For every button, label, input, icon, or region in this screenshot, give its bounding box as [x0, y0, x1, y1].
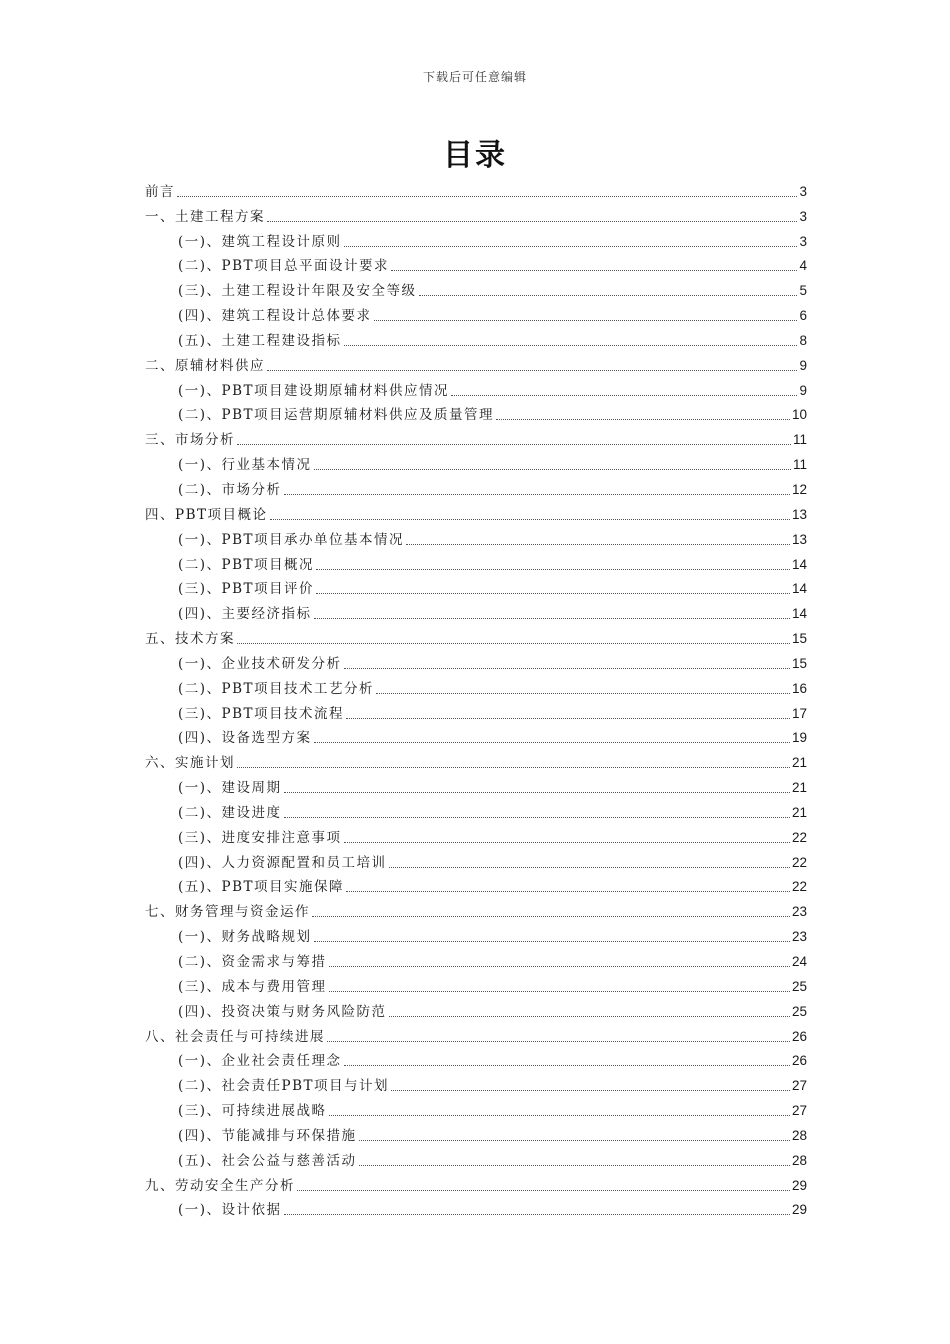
toc-entry[interactable]	[145, 474, 807, 499]
toc-entry-label: 五、技术方案	[145, 631, 235, 648]
toc-entry-label: 前言	[145, 183, 175, 200]
toc-entry[interactable]	[145, 772, 807, 797]
toc-entry[interactable]	[145, 176, 807, 201]
toc-entry-page: 3	[799, 233, 807, 249]
toc-entry[interactable]	[145, 921, 807, 946]
toc-entry[interactable]	[145, 549, 807, 574]
toc-entry-page: 29	[791, 1177, 807, 1193]
toc-leader-dots	[359, 1165, 790, 1166]
toc-entry-page: 24	[791, 954, 807, 969]
toc-leader-dots	[237, 444, 791, 445]
toc-leader-dots	[316, 593, 790, 594]
toc-entry-page: 25	[791, 978, 807, 994]
toc-leader-dots	[267, 221, 797, 222]
toc-leader-dots	[359, 1140, 790, 1141]
toc-entry-page: 26	[791, 1053, 807, 1069]
toc-entry-page: 21	[791, 780, 807, 796]
toc-entry[interactable]	[145, 300, 807, 325]
toc-entry-page: 17	[791, 705, 807, 721]
toc-entry-page: 16	[791, 680, 807, 696]
toc-entry[interactable]	[145, 847, 807, 872]
toc-entry[interactable]	[145, 325, 807, 350]
toc-leader-dots	[391, 270, 797, 271]
toc-entry-label: (二)、建设进度	[178, 804, 282, 821]
toc-leader-dots	[314, 742, 790, 743]
toc-entry-page: 23	[791, 929, 807, 945]
toc-leader-dots	[344, 246, 798, 247]
toc-entry-page: 9	[799, 357, 807, 373]
toc-entry[interactable]	[145, 797, 807, 822]
toc-entry[interactable]	[145, 1120, 807, 1145]
toc-entry[interactable]	[145, 1021, 807, 1046]
toc-entry-label: (二)、PBT项目技术工艺分析	[178, 680, 375, 697]
toc-leader-dots	[406, 544, 790, 545]
toc-entry-label: 三、市场分析	[145, 432, 235, 449]
toc-entry-label: (二)、PBT项目概况	[178, 556, 315, 573]
toc-entry[interactable]	[145, 275, 807, 300]
toc-entry[interactable]	[145, 872, 807, 897]
toc-entry-page: 27	[791, 1103, 807, 1119]
toc-leader-dots	[270, 519, 790, 520]
toc-entry[interactable]	[145, 698, 807, 723]
toc-entry-page: 28	[791, 1152, 807, 1168]
toc-entry-label: (五)、社会公益与慈善活动	[178, 1152, 357, 1169]
toc-entry[interactable]	[145, 1170, 807, 1195]
toc-entry[interactable]	[145, 1095, 807, 1120]
toc-entry-page: 10	[791, 407, 807, 423]
toc-entry-label: (二)、PBT项目总平面设计要求	[178, 258, 390, 275]
toc-leader-dots	[496, 419, 790, 420]
toc-entry-label: (四)、主要经济指标	[178, 606, 312, 623]
toc-leader-dots	[419, 295, 798, 296]
toc-entry-page: 28	[791, 1127, 807, 1143]
toc-entry[interactable]	[145, 747, 807, 772]
toc-entry-page: 15	[791, 631, 807, 647]
toc-entry[interactable]	[145, 673, 807, 698]
toc-entry[interactable]	[145, 1145, 807, 1170]
header-note: 下载后可任意编辑	[422, 70, 527, 84]
toc-leader-dots	[391, 1090, 790, 1091]
toc-entry-label: (二)、资金需求与筹措	[178, 954, 327, 970]
toc-entry-label: (一)、企业技术研发分析	[178, 655, 342, 672]
toc-leader-dots	[329, 991, 790, 992]
toc-entry-page: 23	[791, 904, 807, 920]
toc-leader-dots	[329, 1115, 790, 1116]
toc-leader-dots	[344, 668, 790, 669]
toc-entry[interactable]	[145, 723, 807, 748]
toc-entry[interactable]	[145, 201, 807, 226]
toc-entry-label: (三)、土建工程设计年限及安全等级	[178, 283, 417, 300]
toc-entry-label: (三)、可持续进展战略	[178, 1103, 327, 1120]
toc-entry[interactable]	[145, 946, 807, 971]
toc-leader-dots	[284, 817, 790, 818]
toc-entry-label: (三)、成本与费用管理	[178, 978, 327, 995]
toc-entry-page: 13	[791, 506, 807, 522]
toc-leader-dots	[314, 618, 790, 619]
toc-leader-dots	[237, 767, 790, 768]
toc-entry-label: (三)、PBT项目技术流程	[178, 705, 345, 722]
toc-entry-label: (一)、PBT项目承办单位基本情况	[178, 531, 405, 548]
toc-entry-page: 14	[791, 556, 807, 572]
toc-leader-dots	[346, 718, 790, 719]
toc-entry-label: (五)、土建工程建设指标	[178, 332, 342, 349]
toc-entry-label: (一)、建筑工程设计原则	[178, 233, 342, 250]
toc-entry[interactable]	[145, 251, 807, 276]
toc-entry-label: (一)、设计依据	[178, 1202, 282, 1219]
toc-entry-label: 七、财务管理与资金运作	[145, 904, 310, 921]
toc-leader-dots	[389, 1016, 790, 1017]
toc-entry-label: (二)、市场分析	[178, 481, 282, 498]
toc-entry-page: 19	[791, 730, 807, 746]
toc-entry[interactable]	[145, 1070, 807, 1095]
toc-leader-dots	[284, 494, 790, 495]
toc-leader-dots	[374, 320, 798, 321]
toc-entry-page: 13	[791, 531, 807, 547]
toc-entry-label: (四)、建筑工程设计总体要求	[178, 308, 372, 325]
toc-entry-label: (二)、PBT项目运营期原辅材料供应及质量管理	[178, 407, 495, 424]
toc-leader-dots	[316, 569, 790, 570]
toc-entry-label: (三)、PBT项目评价	[178, 581, 315, 598]
toc-leader-dots	[346, 891, 790, 892]
toc-entry-page: 26	[791, 1028, 807, 1044]
toc-entry-label: (三)、进度安排注意事项	[178, 829, 342, 846]
toc-leader-dots	[297, 1190, 790, 1191]
toc-entry[interactable]	[145, 648, 807, 673]
toc-leader-dots	[177, 196, 797, 197]
toc-entry-label: 六、实施计划	[145, 755, 235, 772]
toc-entry-page: 14	[791, 581, 807, 597]
toc-leader-dots	[284, 1214, 790, 1215]
toc-entry-page: 11	[792, 457, 807, 473]
toc-entry-page: 14	[791, 606, 807, 622]
toc-entry-label: (四)、节能减排与环保措施	[178, 1127, 357, 1144]
toc-entry-page: 21	[791, 755, 807, 771]
toc-entry[interactable]	[145, 598, 807, 623]
toc-entry-page: 21	[791, 804, 807, 820]
toc-entry[interactable]	[145, 996, 807, 1021]
toc-leader-dots	[344, 842, 790, 843]
toc-entry-page: 3	[799, 208, 807, 224]
toc-entry-label: (一)、财务战略规划	[178, 929, 312, 946]
table-of-contents	[145, 176, 807, 1219]
toc-entry[interactable]	[145, 574, 807, 599]
toc-entry[interactable]	[145, 400, 807, 425]
toc-entry[interactable]	[145, 424, 807, 449]
toc-entry-label: (四)、设备选型方案	[178, 730, 312, 747]
toc-entry-label: (一)、企业社会责任理念	[178, 1053, 342, 1070]
toc-entry[interactable]	[145, 971, 807, 996]
toc-entry-page: 22	[791, 879, 807, 895]
toc-entry[interactable]	[145, 623, 807, 648]
page-title: 目录	[443, 138, 507, 173]
toc-entry[interactable]	[145, 1195, 807, 1220]
toc-entry[interactable]	[145, 375, 807, 400]
toc-leader-dots	[327, 1041, 790, 1042]
toc-leader-dots	[389, 867, 790, 868]
toc-leader-dots	[312, 916, 790, 917]
toc-entry-page: 3	[799, 183, 807, 199]
toc-entry-label: (五)、PBT项目实施保障	[178, 879, 345, 896]
toc-entry-label: (一)、PBT项目建设期原辅材料供应情况	[178, 382, 450, 399]
toc-entry[interactable]	[145, 524, 807, 549]
toc-entry-page: 5	[799, 283, 807, 299]
toc-entry-page: 29	[791, 1202, 807, 1218]
toc-entry-label: (一)、建设周期	[178, 780, 282, 797]
toc-entry-page: 22	[791, 829, 807, 845]
toc-entry-label: (四)、人力资源配置和员工培训	[178, 854, 387, 871]
toc-entry-label: 八、社会责任与可持续进展	[145, 1028, 325, 1045]
toc-entry-page: 22	[791, 854, 807, 870]
toc-entry[interactable]	[145, 449, 807, 474]
toc-entry-page: 15	[791, 655, 807, 671]
toc-leader-dots	[314, 469, 791, 470]
toc-entry[interactable]	[145, 896, 807, 921]
toc-leader-dots	[344, 345, 798, 346]
toc-leader-dots	[451, 395, 797, 396]
toc-leader-dots	[237, 643, 790, 644]
toc-entry-label: 九、劳动安全生产分析	[145, 1177, 295, 1194]
toc-entry-page: 9	[799, 382, 807, 398]
toc-entry-label: (二)、社会责任PBT项目与计划	[178, 1078, 390, 1095]
toc-leader-dots	[344, 1065, 790, 1066]
toc-entry-page: 6	[799, 308, 807, 324]
toc-entry-label: 一、土建工程方案	[145, 208, 265, 225]
toc-entry[interactable]	[145, 822, 807, 847]
toc-leader-dots	[314, 941, 790, 942]
toc-entry-page: 27	[791, 1078, 807, 1094]
toc-entry[interactable]	[145, 1046, 807, 1071]
toc-entry-label: (四)、投资决策与财务风险防范	[178, 1003, 387, 1020]
toc-entry-page: 8	[799, 332, 807, 348]
toc-entry-label: 四、PBT项目概论	[145, 506, 268, 523]
toc-entry-page: 25	[791, 1003, 807, 1019]
toc-leader-dots	[329, 966, 790, 967]
toc-entry[interactable]	[145, 226, 807, 251]
toc-leader-dots	[267, 370, 797, 371]
toc-entry-page: 11	[792, 432, 807, 448]
toc-entry-page: 12	[791, 481, 807, 497]
toc-entry-label: (一)、行业基本情况	[178, 457, 312, 474]
toc-entry[interactable]	[145, 350, 807, 375]
toc-leader-dots	[376, 693, 790, 694]
toc-entry[interactable]	[145, 499, 807, 524]
toc-entry-page: 4	[799, 258, 807, 274]
toc-entry-label: 二、原辅材料供应	[145, 357, 265, 374]
toc-leader-dots	[284, 792, 790, 793]
